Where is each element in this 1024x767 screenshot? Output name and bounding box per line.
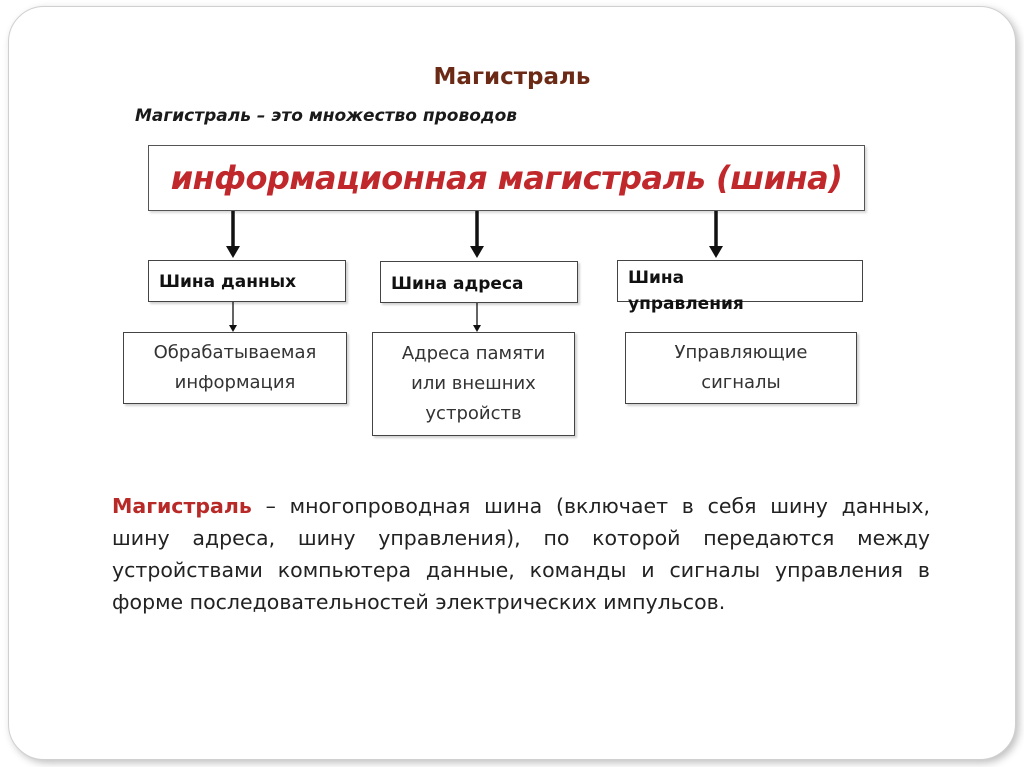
definition-term: Магистраль [112,494,252,518]
subtitle: Магистраль – это множество проводов [135,106,518,126]
page-title: Магистраль [433,64,591,90]
desc-data: Обрабатываемая информация [153,342,317,393]
bus-label-control-line2: управления [628,294,744,314]
arrowhead-data-to-desc [229,325,237,332]
arrowhead-main-to-address [470,246,484,258]
desc-address: Адреса памяти или внешних устройств [401,343,546,424]
bus-label-address: Шина адреса [391,274,524,294]
definition-paragraph [112,490,930,618]
definition-text: – многопроводная шина (включает в себя шину данных, шину адреса, шину управления), по которой передаются между устройствами компьютера данные, команды и сигналы управления в форме последовательностей электрических импульсов. [112,494,930,614]
arrowhead-address-to-desc [473,325,481,332]
desc-control: Управляющие сигналы [674,342,808,393]
bus-label-data: Шина данных [159,272,297,292]
arrowhead-main-to-data [226,246,240,258]
arrowhead-main-to-control [709,246,723,258]
main-bus-label: информационная магистраль (шина) [170,159,843,197]
bus-label-control-line1: Шина [628,268,685,288]
